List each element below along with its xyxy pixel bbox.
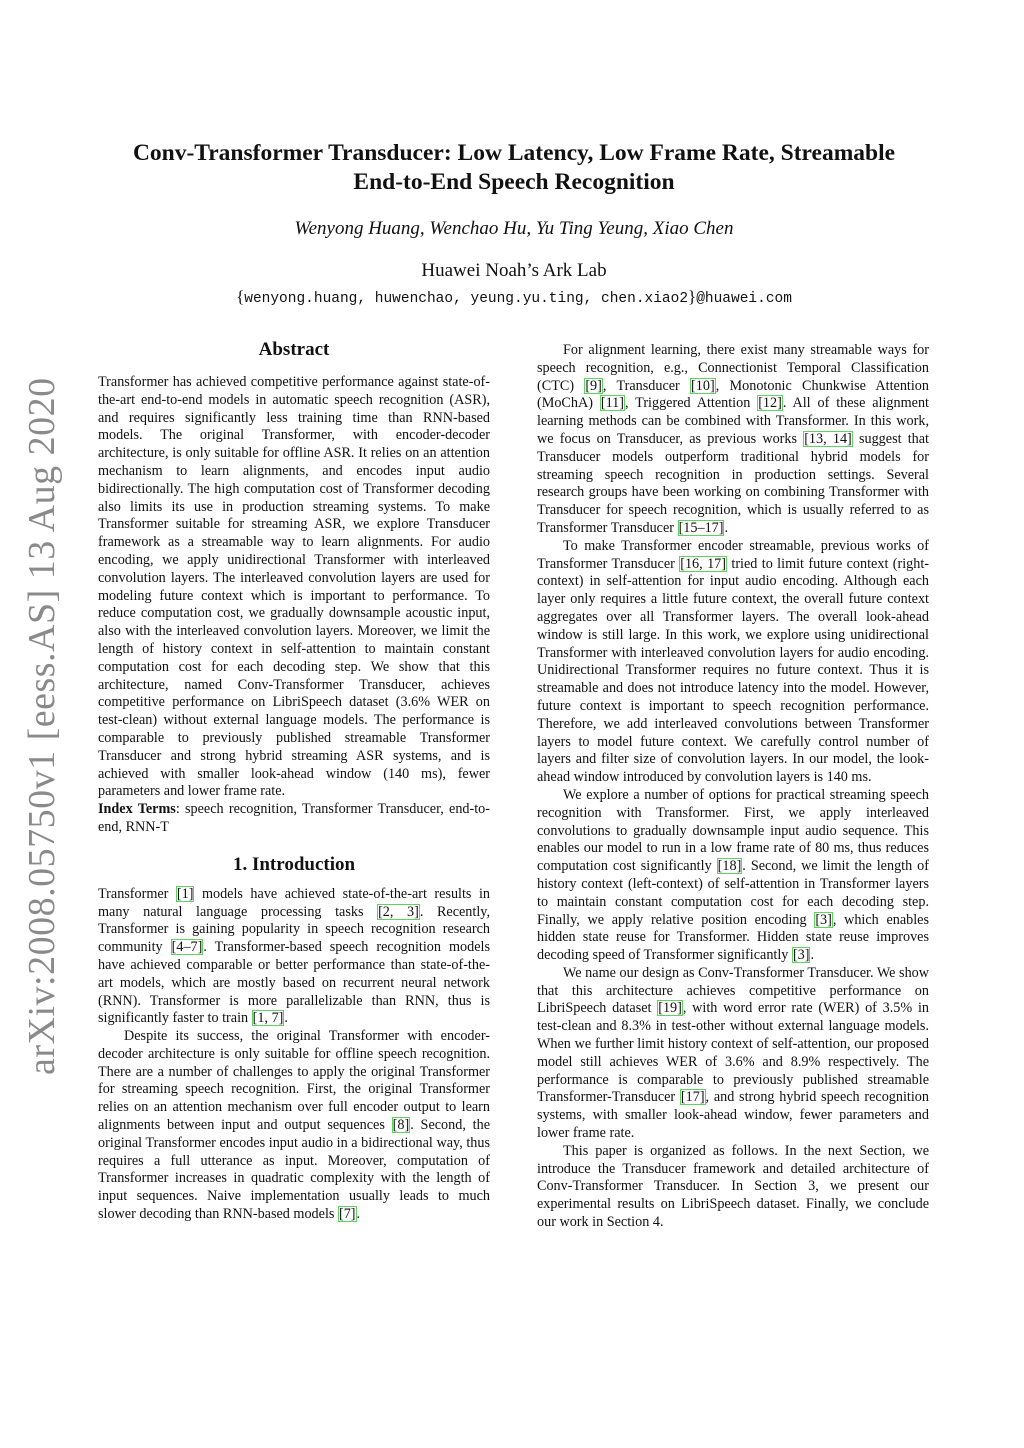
text: We name our design as Conv-Transformer Transducer. We show that this architecture achieves competitive performance on LibriSpeech dataset (537, 964, 929, 1017)
title-line-1: Conv-Transformer Transducer: Low Latency, Low Frame Rate, Streamable (132, 140, 896, 166)
text: , and strong hybrid speech recognition systems, with smaller look-ahead window, fewer parameters and lower frame rate. (537, 1089, 929, 1142)
citation-link[interactable]: [7] (338, 1206, 356, 1223)
email-list: wenyong.huang, huwenchao, yeung.yu.ting, chen.xiao2 (244, 291, 689, 307)
intro-paragraph-2 (98, 1028, 490, 1224)
text: For alignment learning, there exist many streamable ways for speech recognition, e.g., Connectionist Temporal Classification (CTC) (537, 342, 929, 394)
right-paragraph-5 (537, 1143, 929, 1232)
text: To make Transformer encoder streamable, previous works of Transformer Transducer (537, 537, 929, 572)
left-column (98, 338, 490, 1224)
text: We explore a number of options for practical streaming speech recognition with Transformer. First, we apply interleaved convolutions to gradually downsample input audio sequence. This enables our model to run in a low frame rate of 80 ms, thus reduces computation cost significantly (537, 786, 929, 875)
citation-link[interactable]: [2, 3] (378, 903, 419, 920)
affiliation: Huawei Noah’s Ark Lab (421, 260, 607, 281)
text: . Second, the original Transformer encodes input audio in a bidirectional way, thus requires a full utterance as input. Moreover, computation of Transformer increases in quadratic complexity with the length of input sequences. Naive implementation usually leads to much slower decoding than RNN-based models (98, 1117, 490, 1223)
citation-link[interactable]: [13, 14] (804, 430, 852, 447)
text: , Transducer (602, 377, 691, 394)
citation-link[interactable]: [11] (600, 395, 624, 412)
title-line-2: End-to-End Speech Recognition (353, 169, 675, 195)
citation-link[interactable]: [3] (792, 947, 810, 964)
text: . All of these alignment learning methods can be combined with Transformer. In this work, we focus on Transducer, as previous works (537, 395, 929, 447)
right-column (537, 342, 929, 1232)
citation-link[interactable]: [12] (758, 395, 782, 412)
paper-title (60, 139, 968, 197)
text: . Recently, Transformer is gaining popularity in speech recognition research community (98, 903, 491, 956)
right-paragraph-4 (537, 965, 929, 1143)
abstract-heading: Abstract (258, 339, 330, 360)
text: tried to limit future context (right-context) in self-attention for input audio encoding. Although each layer only requires a little future context, the overall future context aggregates over all Transformer layers. The overall look-ahead window is still large. In this work, we explore using unidirectional Transformer with interleaved convolution layers for audio encoding. Unidirectional Transformer requires no future context. Thus it is streamable and does not introduce latency into the model. However, future context is important to speech recognition performance. Therefore, we add interleaved convolutions between Transformer layers to model future context. We carefully control number of layers and filter size of convolution layers. In our model, the look-ahead window introduced by convolution layers is 140 ms. (537, 555, 930, 786)
text: suggest that Transducer models outperform traditional hybrid models for streaming speech recognition in production settings. Several research groups have been working on combining Transformer with Transducer for speech recognition, which is usually referred to as Transformer Transducer (537, 430, 930, 536)
close-brace: } (688, 287, 697, 306)
text: , Triggered Attention (624, 395, 758, 412)
citation-link[interactable]: [17] (680, 1089, 705, 1106)
citation-link[interactable]: [9] (585, 377, 602, 394)
text: . (724, 519, 729, 536)
abstract-body: Transformer has achieved competitive performance against state-of-the-art end-to-end models in automatic speech recognition (ASR), and requires significantly less training time than RNN-based models. The original Transformer, with encoder-decoder architecture, is only suitable for offline ASR. It relies on an attention mechanism to learn alignments, and encodes input audio bidirectionally. The high computation cost of Transformer decoding also limits its use in production streaming systems. To make Transformer suitable for streaming ASR, we explore Transducer framework as a streamable way to learn alignments. For audio encoding, we apply unidirectional Transformer with interleaved convolution layers. The interleaved convolution layers are used for modeling future context which is important to performance. To reduce computation cost, we gradually downsample acoustic input, also with the interleaved convolution layers. Moreover, we limit the length of history context in self-attention to maintain constant computation cost for each decoding step. We show that this architecture, named Conv-Transformer Transducer, achieves competitive performance on LibriSpeech dataset (3.6% WER on test-clean) without external language models. The performance is comparable to previously published streamable Transformer Transducer and strong hybrid streaming ASR systems, and is achieved with smaller look-ahead window (140 ms), fewer parameters and lower frame rate. (98, 374, 490, 800)
citation-link[interactable]: [18] (717, 858, 742, 875)
citation-link[interactable]: [3] (815, 911, 832, 928)
introduction-heading: 1. Introduction (232, 853, 356, 875)
citation-link[interactable]: [1] (176, 885, 194, 902)
text: . (284, 1010, 288, 1027)
citation-link[interactable]: [19] (658, 1000, 682, 1017)
citation-link[interactable]: [10] (691, 377, 715, 394)
citation-link[interactable]: [15–17] (678, 519, 724, 536)
author-list: Wenyong Huang, Wenchao Hu, Yu Ting Yeung, Xiao Chen (294, 218, 734, 239)
text: . Second, we limit the length of history context (left-context) of self-attention in Transformer layers to maintain constant computation cost for each decoding step. Finally, we apply relative position encoding (537, 858, 929, 928)
text: . Transformer-based speech recognition models have achieved comparable or better performance than state-of-the-art models, which are mostly based on recurrent neural network (RNN). Transformer is more parallelizable than RNN, thus is significantly faster to train (98, 939, 490, 1027)
right-paragraph-1 (537, 342, 929, 538)
right-paragraph-2 (537, 538, 929, 787)
text: , with word error rate (WER) of 3.5% in test-clean and 8.3% in test-other without external language models. When we further limit history context of self-attention, our proposed model still achieves WER of 3.6% and 8.9% respectively. The performance is comparable to previously published streamable Transformer-Transducer (537, 1000, 929, 1106)
text: , which enables hidden state reuse for Transformer. Hidden state reuse improves decoding speed of Transformer significantly (537, 911, 930, 964)
intro-paragraph-1 (98, 886, 490, 1028)
right-paragraph-3 (537, 787, 929, 965)
text: This paper is organized as follows. In the next Section, we introduce the Transducer framework and detailed architecture of Conv-Transformer Transducer. In Section 3, we present our experimental results on LibriSpeech dataset. Finally, we conclude our work in Section 4. (537, 1142, 929, 1231)
index-terms-text: : speech recognition, Transformer Transducer, end-to-end, RNN-T (98, 801, 491, 835)
text: . (356, 1206, 361, 1223)
arxiv-identifier: arXiv:2008.05750v1 [eess.AS] 13 Aug 2020 (21, 377, 63, 1075)
citation-link[interactable]: [4–7] (171, 939, 203, 956)
citation-link[interactable]: [8] (392, 1117, 410, 1134)
text: Despite its success, the original Transformer with encoder-decoder architecture is only suitable for offline speech recognition. There are a number of challenges to apply the original Transformer for streaming speech recognition. First, the original Transformer relies on an attention mechanism over full encoder output to learn alignments between input and output sequences (98, 1028, 490, 1134)
index-terms (98, 801, 490, 837)
text: Transformer (98, 885, 176, 902)
text: . (810, 947, 815, 964)
author-emails (60, 287, 968, 307)
open-brace: { (236, 287, 245, 306)
email-domain: @huawei.com (696, 291, 792, 307)
citation-link[interactable]: [1, 7] (252, 1010, 284, 1027)
text: , Monotonic Chunkwise Attention (MoChA) (537, 377, 929, 412)
text: models have achieved state-of-the-art results in many natural language processing tasks (98, 885, 490, 920)
index-terms-label: Index Terms (98, 801, 176, 818)
citation-link[interactable]: [16, 17] (680, 555, 726, 572)
